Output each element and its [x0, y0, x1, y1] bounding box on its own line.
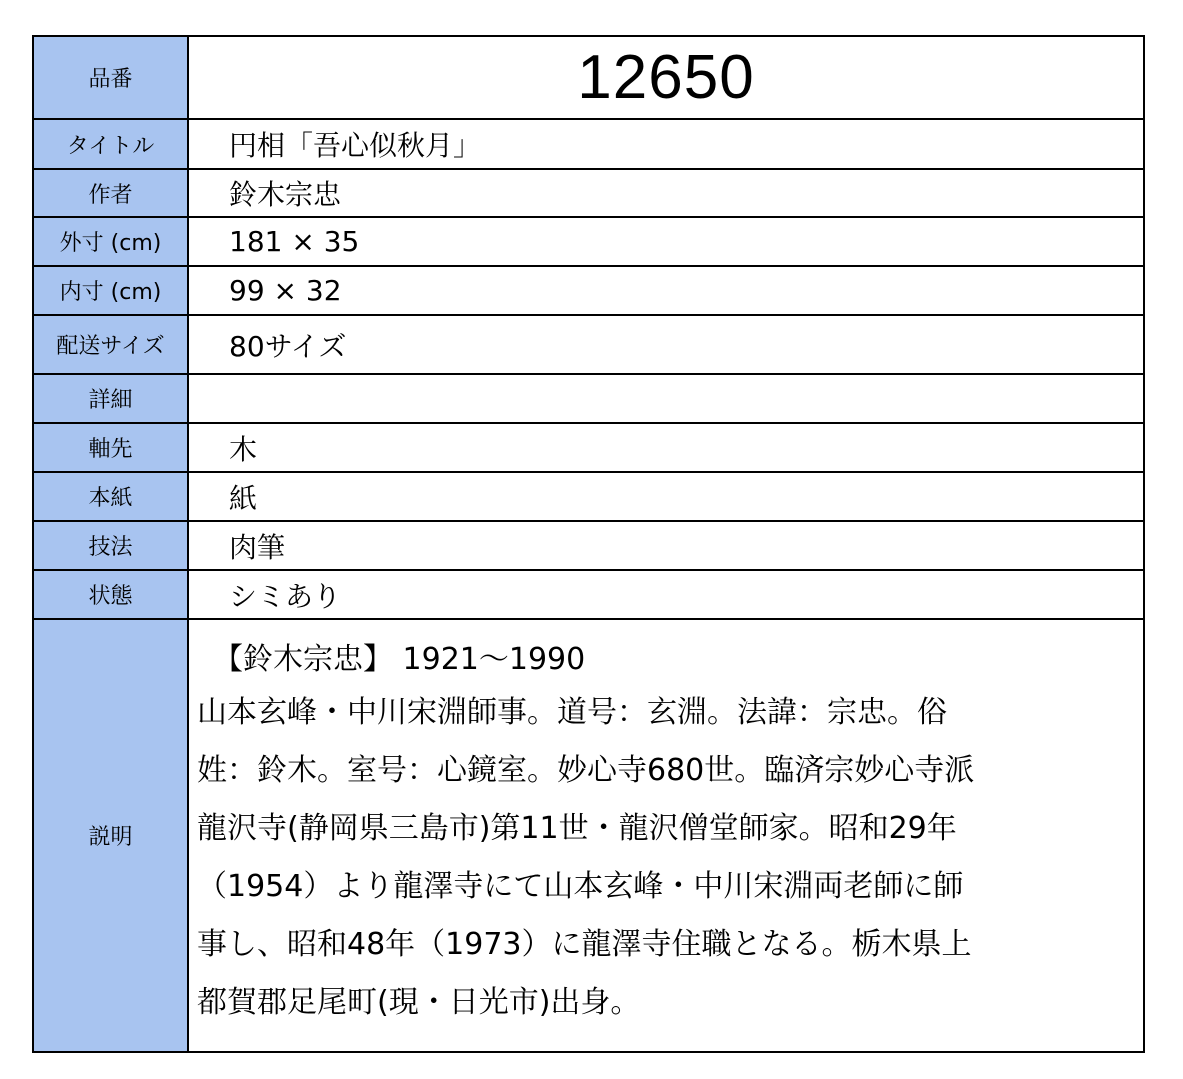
- description-value: [189, 620, 1143, 1051]
- description-line: 事し、昭和48年（1973）に龍澤寺住職となる。栃木県上: [197, 927, 972, 962]
- description-line: 【鈴木宗忠】 1921〜1990: [213, 642, 586, 677]
- row-shipping-size: [34, 314, 1143, 373]
- outer-size-value: 181 × 35: [229, 225, 360, 258]
- product-info-table: [32, 35, 1145, 1053]
- shipping-size-label: 配送サイズ: [34, 316, 189, 373]
- roller-end-value: 木: [229, 432, 258, 466]
- technique-value: 肉筆: [229, 530, 286, 564]
- item-number-label: 品番: [34, 37, 189, 118]
- base-material-value: 紙: [229, 481, 258, 515]
- technique-label: 技法: [34, 522, 189, 569]
- row-author: [34, 168, 1143, 216]
- row-roller-end: [34, 422, 1143, 471]
- roller-end-label: 軸先: [34, 424, 189, 471]
- condition-label: 状態: [34, 571, 189, 618]
- base-material-label: 本紙: [34, 473, 189, 520]
- description-line: 姓：鈴木。室号：心鏡室。妙心寺680世。臨済宗妙心寺派: [197, 753, 975, 788]
- inner-size-label: 内寸 (cm): [34, 267, 189, 314]
- row-inner-size: [34, 265, 1143, 314]
- row-outer-size: [34, 216, 1143, 265]
- row-details: [34, 373, 1143, 422]
- item-number-value: 12650: [577, 43, 755, 112]
- inner-size-value: 99 × 32: [229, 274, 342, 307]
- title-label: タイトル: [34, 120, 189, 168]
- description-line: 龍沢寺(静岡県三島市)第11世・龍沢僧堂師家。昭和29年: [197, 811, 957, 846]
- author-label: 作者: [34, 170, 189, 216]
- row-technique: [34, 520, 1143, 569]
- condition-value: シミあり: [229, 579, 342, 613]
- row-title: [34, 118, 1143, 168]
- description-label: 説明: [34, 620, 189, 1051]
- author-value: 鈴木宗忠: [229, 178, 342, 211]
- row-description: [34, 618, 1143, 1051]
- row-base-material: [34, 471, 1143, 520]
- row-item-number: [34, 37, 1143, 118]
- description-line: 都賀郡足尾町(現・日光市)出身。: [197, 985, 641, 1020]
- shipping-size-value: 80サイズ: [229, 329, 347, 363]
- row-condition: [34, 569, 1143, 618]
- title-value: 円相「吾心似秋月」: [229, 129, 482, 162]
- outer-size-label: 外寸 (cm): [34, 218, 189, 265]
- description-line: （1954）より龍澤寺にて山本玄峰・中川宋淵両老師に師: [197, 869, 964, 904]
- description-line: 山本玄峰・中川宋淵師事。道号：玄淵。法諱：宗忠。俗: [197, 695, 947, 730]
- details-value: [189, 375, 1143, 422]
- details-label: 詳細: [34, 375, 189, 422]
